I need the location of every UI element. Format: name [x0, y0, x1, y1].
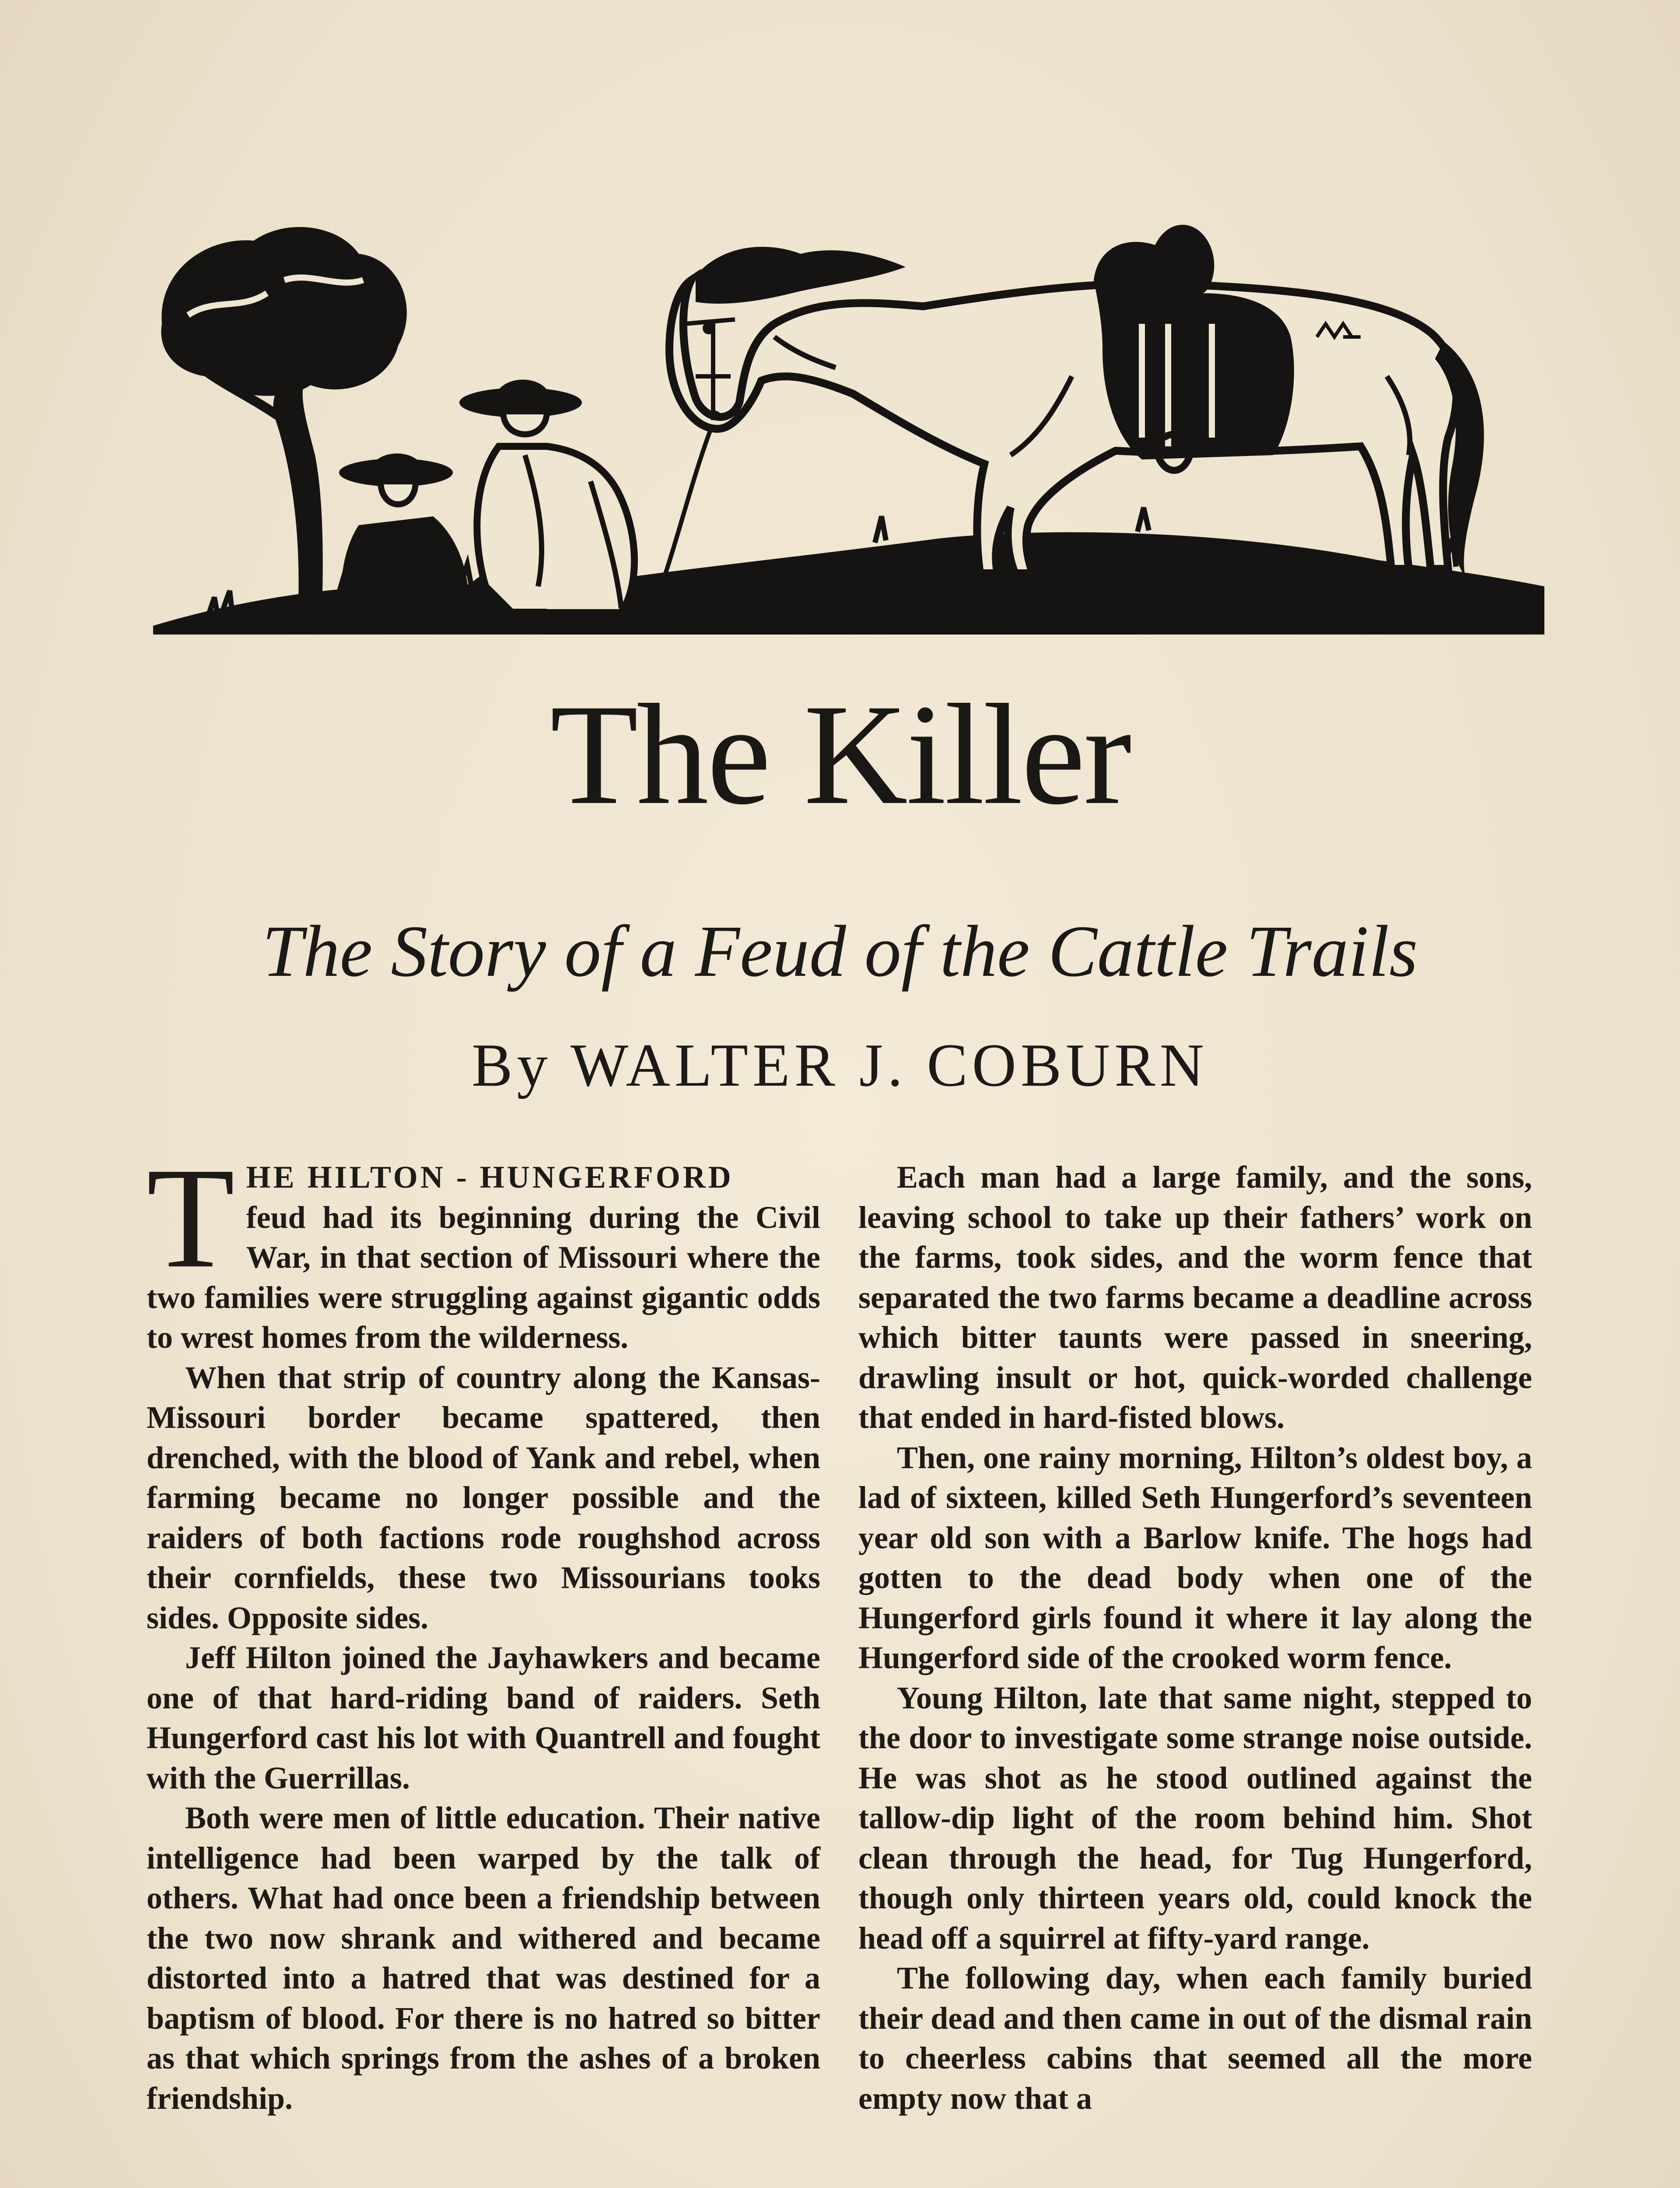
paragraph: Then, one rainy morning, Hilton’s oldest boy, a lad of sixteen, killed Seth Hungerford’s seventeen year old son with a Barlow knife. The hogs had gotten to the dead body when one of the Hungerford girls found it where it lay along the Hungerford side of the crooked worm fence.	[858, 1440, 1532, 1675]
story-subtitle: The Story of a Feud of the Cattle Trails	[262, 911, 1418, 992]
right-column	[858, 1157, 1532, 2118]
left-column	[147, 1138, 820, 2118]
paragraph: The following day, when each family buried their dead and then came in out of the dismal rain to cheerless cabins that seemed all the more empty now that a	[858, 1960, 1532, 2116]
paragraph: When that strip of country along the Kansas-Missouri border became spattered, then drenched, with the blood of Yank and rebel, when farming became no longer possible and the raiders of both factions rode roughshod across their cornfields, these two Missourians tooks sides. Opposite sides.	[147, 1360, 820, 1635]
lead-in-caps: HE HILTON - HUNGERFORD	[246, 1160, 734, 1195]
paragraph: Both were men of little education. Their native intelligence had been warped by the talk of others. What had once been a friendship between the two now shrank and withered and became distorted into a hatred that was destined for a baptism of blood. For there is no hatred so bitter as that which springs from the ashes of a broken friendship.	[147, 1800, 820, 2116]
paragraph-text: feud had its beginning during the Civil War, in that section of Missouri where the two families were struggling against gigantic odds to wrest homes from the wilderness.	[147, 1199, 820, 1355]
paragraph	[147, 1138, 820, 1358]
author-byline: By WALTER J. COBURN	[472, 1031, 1208, 1099]
paragraph: Young Hilton, late that same night, stepped to the door to investigate some strange noise outside. He was shot as he stood outlined against the tallow-dip light of the room behind him. Shot clean through the head, for Tug Hungerford, though only thirteen years old, could knock the head off a squirrel at fifty-yard range.	[858, 1680, 1532, 1956]
story-title: The Killer	[550, 675, 1130, 835]
cowboys-and-saddled-horse-illustration	[153, 193, 1544, 648]
drop-cap: T	[147, 1138, 235, 1298]
paragraph: Jeff Hilton joined the Jayhawkers and became one of that hard-riding band of raiders. Seth Hungerford cast his lot with Quantrell and fought with the Guerrillas.	[147, 1640, 820, 1795]
kneeling-cowboy-shape	[459, 380, 634, 613]
horse-shape	[669, 225, 1484, 578]
crouching-cowboy-shape	[339, 453, 469, 621]
paragraph: Each man had a large family, and the sons, leaving school to take up their fathers’ work on the farms, took sides, and the worm fence that separated the two farms became a deadline across which bitter taunts were passed in sneering, drawling insult or hot, quick-worded challenge that ended in hard-fisted blows.	[858, 1160, 1532, 1435]
